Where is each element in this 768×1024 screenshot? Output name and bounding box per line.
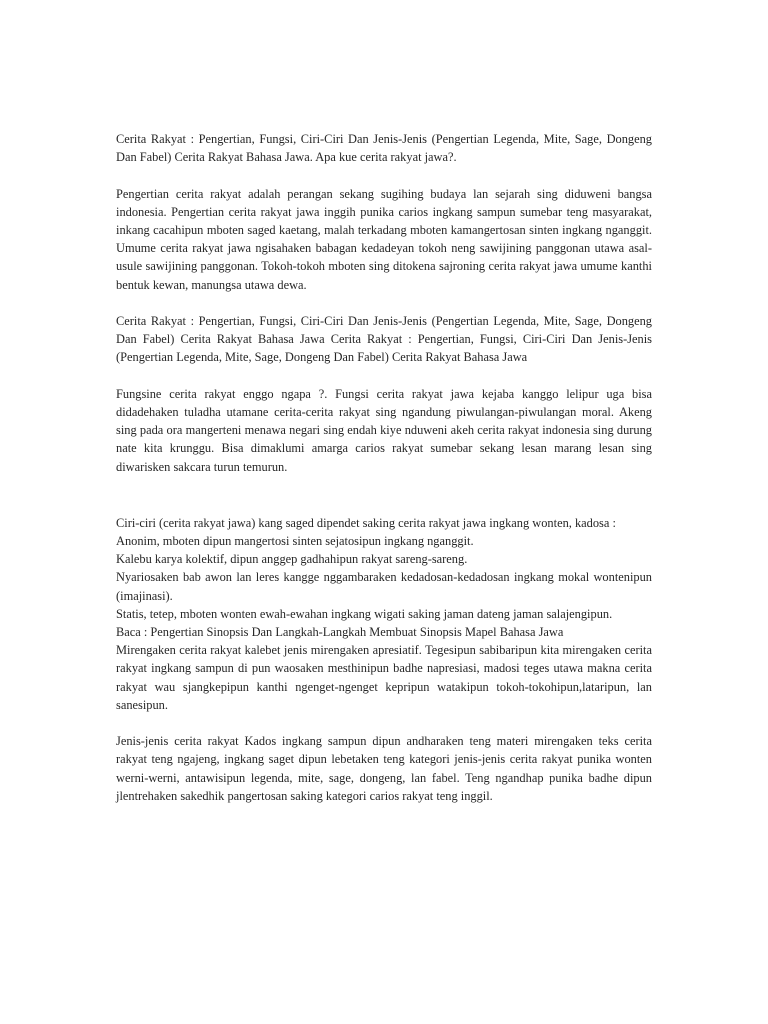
- ciri-item-kolektif: Kalebu karya kolektif, dipun anggep gadhahipun rakyat sareng-sareng.: [116, 552, 468, 567]
- mirengaken-paragraph: Mirengaken cerita rakyat kalebet jenis mirengaken apresiatif. Tegesipun sabibaripun kita mirengaken cerita rakyat ingkang sampun di pun waosaken mesthinipun badhe napresiasi, madosi teges utawa makna cerita rakyat wau sjangkepipun kanthi ngenget-ngenget kepripun watakipun tokoh-tokohipun,lataripun, lan sanesipun.: [116, 643, 652, 712]
- ciri-item-imajinasi: Nyariosaken bab awon lan leres kangge nggambaraken kedadosan-kedadosan ingkang mokal wontenipun (imajinasi).: [116, 570, 652, 603]
- jenis-paragraph: Jenis-jenis cerita rakyat Kados ingkang sampun dipun andharaken teng materi mirengaken teks cerita rakyat teng ngajeng, ingkang saget dipun lebetaken teng kategori jenis-jenis cerita rakyat punika wonten werni-werni, antawisipun legenda, mite, sage, dongeng, lan fabel. Teng ngandhap punika badhe dipun jlentrehaken sakedhik pangertosan saking kategori carios rakyat teng inggil.: [116, 734, 652, 803]
- ciri-section: [116, 514, 652, 714]
- ciri-item-anonim: Anonim, mboten dipun mangertosi sinten sejatosipun ingkang nganggit.: [116, 534, 474, 549]
- document-page: [116, 130, 652, 823]
- ciri-item-statis: Statis, tetep, mboten wonten ewah-ewahan ingkang wigati saking jaman dateng jaman salajengipun.: [116, 606, 613, 621]
- ciri-intro: Ciri-ciri (cerita rakyat jawa) kang saged dipendet saking cerita rakyat jawa ingkang wonten, kadosa :: [116, 515, 616, 530]
- pengertian-paragraph: Pengertian cerita rakyat adalah perangan sekang sugihing budaya lan sejarah sing diduweni bangsa indonesia. Pengertian cerita rakyat jawa inggih punika carios ingkang sampun sumebar teng masyarakat, inkang cacahipun mboten saged kaetang, malah terkadang mboten kamangertosan sinten ingkang nganggit. Umume cerita rakyat jawa ngisahaken babagan kedadeyan tokoh neng sawijining panggonan utawa asal-usule sawijining panggonan. Tokoh-tokoh mboten sing ditokena sajroning cerita rakyat jawa umume kanthi bentuk kewan, manungsa utawa dewa.: [116, 186, 652, 292]
- fungsi-paragraph: Fungsine cerita rakyat enggo ngapa ?. Fungsi cerita rakyat jawa kejaba kanggo lelipur uga bisa didadehaken tuladha utamane cerita-cerita rakyat sing ngandung piwulangan-piwulangan moral. Akeng sing pada ora mangerteni menawa negari sing endah kiye nduweni akeh cerita rakyat indonesia sing durung nate kita krunggu. Bisa dimaklumi amarga carios rakyat sumebar sekang lesan marang lesan sing diwarisken sakcara turun temurun.: [116, 386, 652, 474]
- baca-link-text: Baca : Pengertian Sinopsis Dan Langkah-Langkah Membuat Sinopsis Mapel Bahasa Jawa: [116, 625, 564, 640]
- title-paragraph: Cerita Rakyat : Pengertian, Fungsi, Ciri-Ciri Dan Jenis-Jenis (Pengertian Legenda, Mite, Sage, Dongeng Dan Fabel) Cerita Rakyat Bahasa Jawa. Apa kue cerita rakyat jawa?.: [116, 132, 652, 165]
- repeated-title-paragraph: Cerita Rakyat : Pengertian, Fungsi, Ciri-Ciri Dan Jenis-Jenis (Pengertian Legenda, Mite, Sage, Dongeng Dan Fabel) Cerita Rakyat Bahasa Jawa Cerita Rakyat : Pengertian, Fungsi, Ciri-Ciri Dan Jenis-Jenis (Pengertian Legenda, Mite, Sage, Dongeng Dan Fabel) Cerita Rakyat Bahasa Jawa: [116, 314, 652, 365]
